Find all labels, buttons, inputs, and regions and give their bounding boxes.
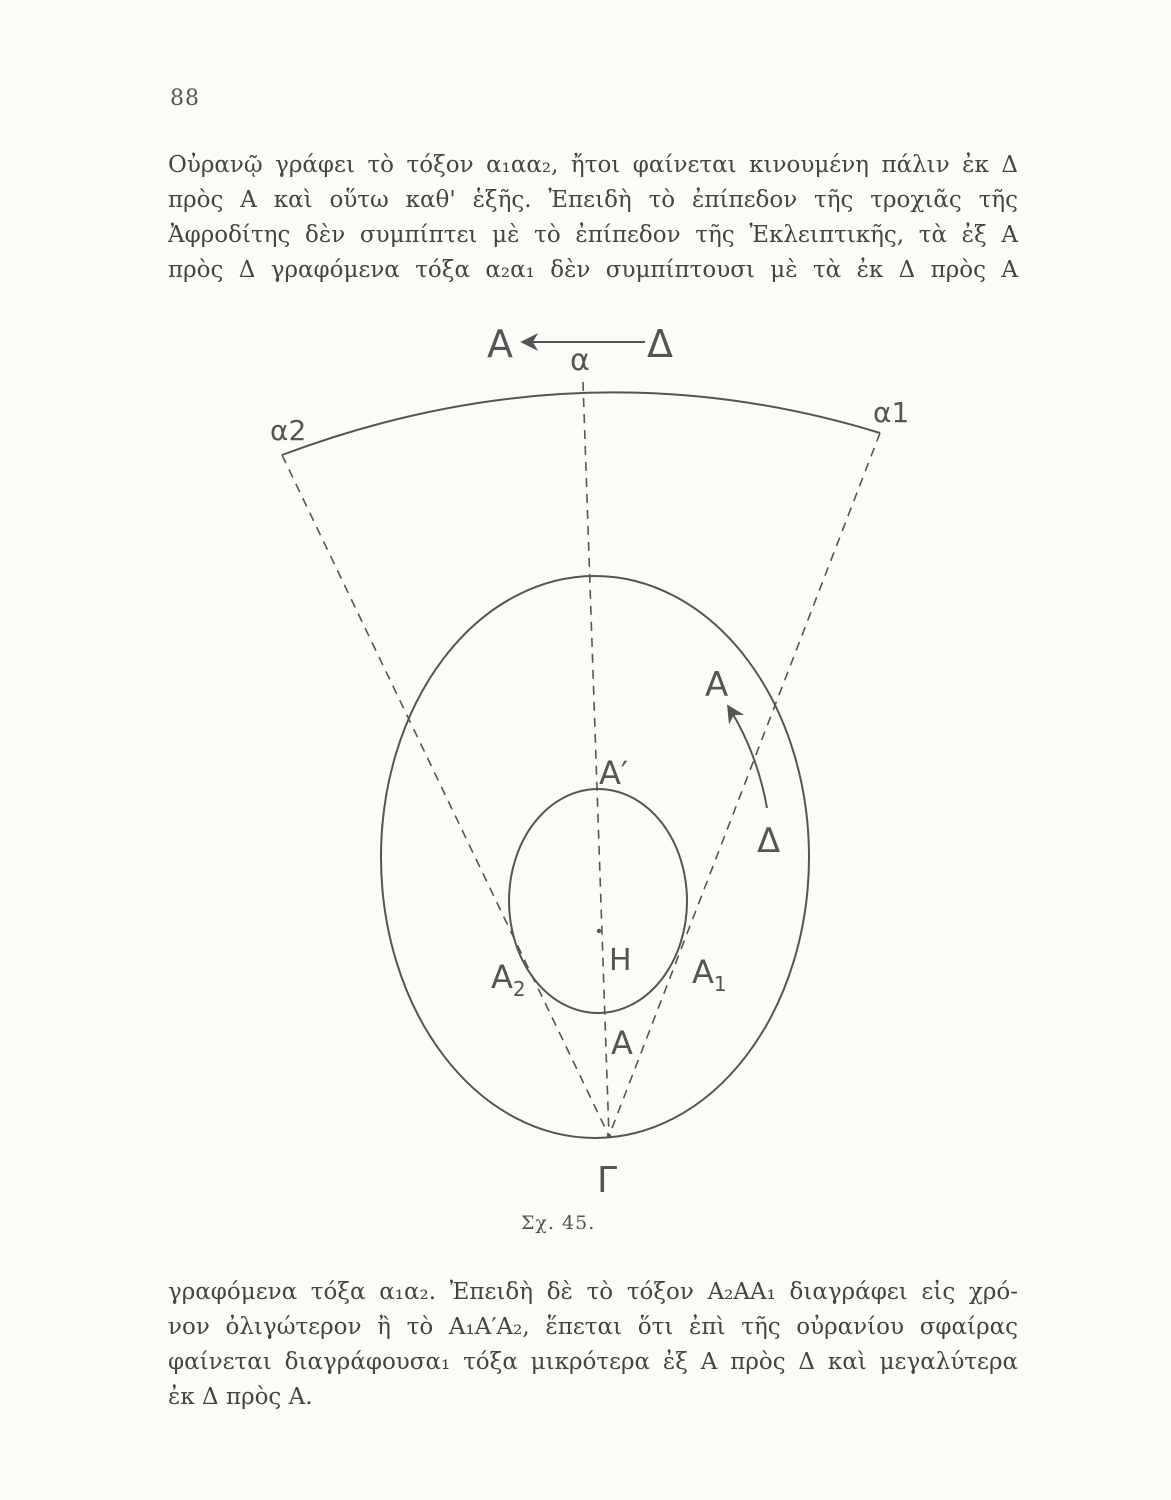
text-line: πρὸς Α καὶ οὕτω καθ' ἑξῆς. Ἐπειδὴ τὸ ἐπίπεδον τῆς τροχιᾶς τῆς: [168, 187, 1018, 213]
label-gamma: Γ: [597, 1160, 618, 1200]
text-line: γραφόμενα τόξα α₁α₂. Ἐπειδὴ δὲ τὸ τόξον Α₂ΑΑ₁ διαγράφει εἰς χρό-: [168, 1279, 1018, 1305]
bottom-paragraph: [168, 1275, 1018, 1415]
text-line: ἐκ Δ πρὸς Α.: [168, 1384, 313, 1410]
text-line: Οὐρανῷ γράφει τὸ τόξον α₁αα₂, ἤτοι φαίνεται κινουμένη πάλιν ἐκ Δ: [168, 152, 1018, 178]
top-paragraph: [168, 148, 1018, 288]
point-gamma: [607, 1134, 611, 1138]
label-alpha2: α2: [270, 414, 307, 447]
outer-orbit: [381, 576, 809, 1138]
label-A1: $A_1$: [692, 953, 727, 996]
right-arrow: [728, 706, 767, 808]
outer-arc: [282, 392, 880, 455]
label-H: H: [609, 943, 632, 978]
dashed-line-left: [282, 455, 609, 1136]
label-alpha: α: [570, 343, 590, 378]
label-A-bottom: A: [611, 1024, 633, 1062]
text-line: Ἀφροδίτης δὲν συμπίπτει μὲ τὸ ἐπίπεδον τῆς Ἐκλειπτικῆς, τὰ ἐξ Α: [168, 222, 1018, 248]
label-alpha1: α1: [873, 396, 910, 429]
label-A-prime: A′: [599, 754, 629, 792]
page-number: 88: [170, 86, 200, 111]
text-line: πρὸς Δ γραφόμενα τόξα α₂α₁ δὲν συμπίπτουσι μὲ τὰ ἐκ Δ πρὸς Α: [168, 257, 1018, 283]
dashed-line-right: [609, 433, 880, 1136]
figure-45-diagram: [0, 300, 1171, 1200]
text-line: φαίνεται διαγράφουσα₁ τόξα μικρότερα ἐξ Α πρὸς Δ καὶ μεγαλύτερα: [168, 1349, 1018, 1375]
label-right-A: A: [705, 665, 729, 705]
label-right-delta: Δ: [757, 821, 781, 861]
label-top-delta: Δ: [647, 322, 673, 366]
figure-caption: Σχ. 45.: [521, 1212, 596, 1234]
point-center-H: [597, 929, 601, 933]
text-line: νον ὀλιγώτερον ἢ τὸ Α₁Α′Α₂, ἕπεται ὅτι ἐπὶ τῆς οὐρανίου σφαίρας: [168, 1314, 1018, 1340]
label-top-A: A: [487, 322, 513, 366]
label-A2: $A_2$: [491, 958, 526, 1001]
